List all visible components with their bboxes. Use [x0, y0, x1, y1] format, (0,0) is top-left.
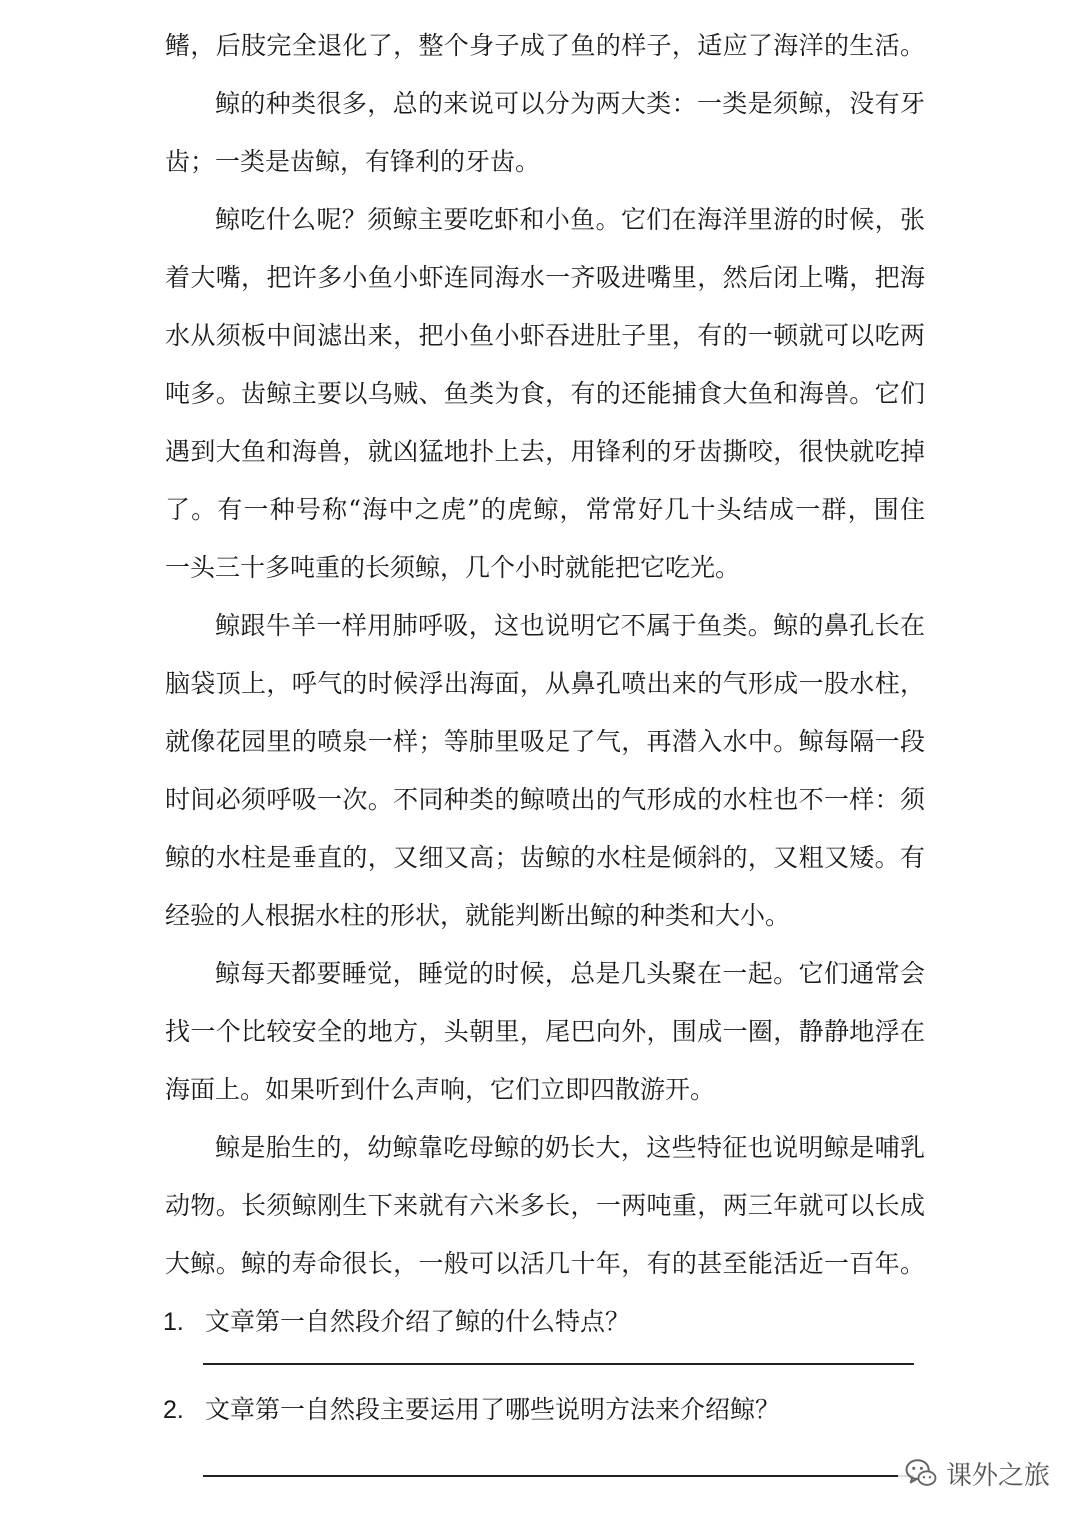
passage-line: 就像花园里的喷泉一样；等肺里吸足了气，再潜入水中。鲸每隔一段	[165, 727, 925, 756]
passage-line: 时间必须呼吸一次。不同种类的鲸喷出的气形成的水柱也不一样：须	[165, 785, 925, 814]
question-text: 文章第一自然段主要运用了哪些说明方法来介绍鲸？	[205, 1395, 781, 1424]
passage-line: 鲸是胎生的，幼鲸靠吃母鲸的奶长大，这些特征也说明鲸是哺乳	[215, 1133, 925, 1162]
passage-line: 海面上。如果听到什么声响，它们立即四散游开。	[165, 1075, 716, 1104]
passage-line: 着大嘴，把许多小鱼小虾连同海水一齐吸进嘴里，然后闭上嘴，把海	[165, 263, 925, 292]
passage-line: 经验的人根据水柱的形状，就能判断出鲸的种类和大小。	[165, 901, 791, 930]
passage-line: 水从须板中间滤出来，把小鱼小虾吞进肚子里，有的一顿就可以吃两	[165, 321, 925, 350]
passage-line: 鳍，后肢完全退化了，整个身子成了鱼的样子，适应了海洋的生活。	[165, 31, 925, 60]
passage-line: 鲸的种类很多，总的来说可以分为两大类：一类是须鲸，没有牙	[215, 89, 925, 118]
passage-line: 找一个比较安全的地方，头朝里，尾巴向外，围成一圈，静静地浮在	[165, 1017, 925, 1046]
passage-line: 齿；一类是齿鲸，有锋利的牙齿。	[165, 147, 541, 176]
answer-line-1[interactable]	[203, 1363, 914, 1365]
question-1	[163, 1302, 923, 1342]
passage-line: 鲸的水柱是垂直的，又细又高；齿鲸的水柱是倾斜的，又粗又矮。有	[165, 843, 925, 872]
question-2	[163, 1390, 923, 1430]
passage-line: 鲸每天都要睡觉，睡觉的时候，总是几头聚在一起。它们通常会	[215, 959, 925, 988]
answer-line-2[interactable]	[203, 1475, 914, 1477]
question-number: 2.	[163, 1396, 184, 1424]
passage-line: 鲸跟牛羊一样用肺呼吸，这也说明它不属于鱼类。鲸的鼻孔长在	[215, 611, 925, 640]
passage-line: 一头三十多吨重的长须鲸，几个小时就能把它吃光。	[165, 553, 741, 582]
passage-line: 大鲸。鲸的寿命很长，一般可以活几十年，有的甚至能活近一百年。	[165, 1249, 925, 1278]
question-text: 文章第一自然段介绍了鲸的什么特点？	[205, 1307, 631, 1336]
passage-line: 鲸吃什么呢？须鲸主要吃虾和小鱼。它们在海洋里游的时候，张	[215, 205, 925, 234]
passage-line: 遇到大鱼和海兽，就凶猛地扑上去，用锋利的牙齿撕咬，很快就吃掉	[165, 437, 925, 466]
watermark	[898, 1448, 1050, 1498]
passage-line: 动物。长须鲸刚生下来就有六米多长，一两吨重，两三年就可以长成	[165, 1191, 925, 1220]
watermark-label: 课外之旅	[945, 1460, 1050, 1491]
wechat-icon	[904, 1456, 938, 1490]
question-number: 1.	[163, 1308, 184, 1336]
passage-line: 吨多。齿鲸主要以乌贼、鱼类为食，有的还能捕食大鱼和海兽。它们	[165, 379, 925, 408]
passage-line: 了。有一种号称“海中之虎”的虎鲸，常常好几十头结成一群，围住	[165, 495, 925, 524]
passage-line: 脑袋顶上，呼气的时候浮出海面，从鼻孔喷出来的气形成一股水柱，	[165, 669, 925, 698]
